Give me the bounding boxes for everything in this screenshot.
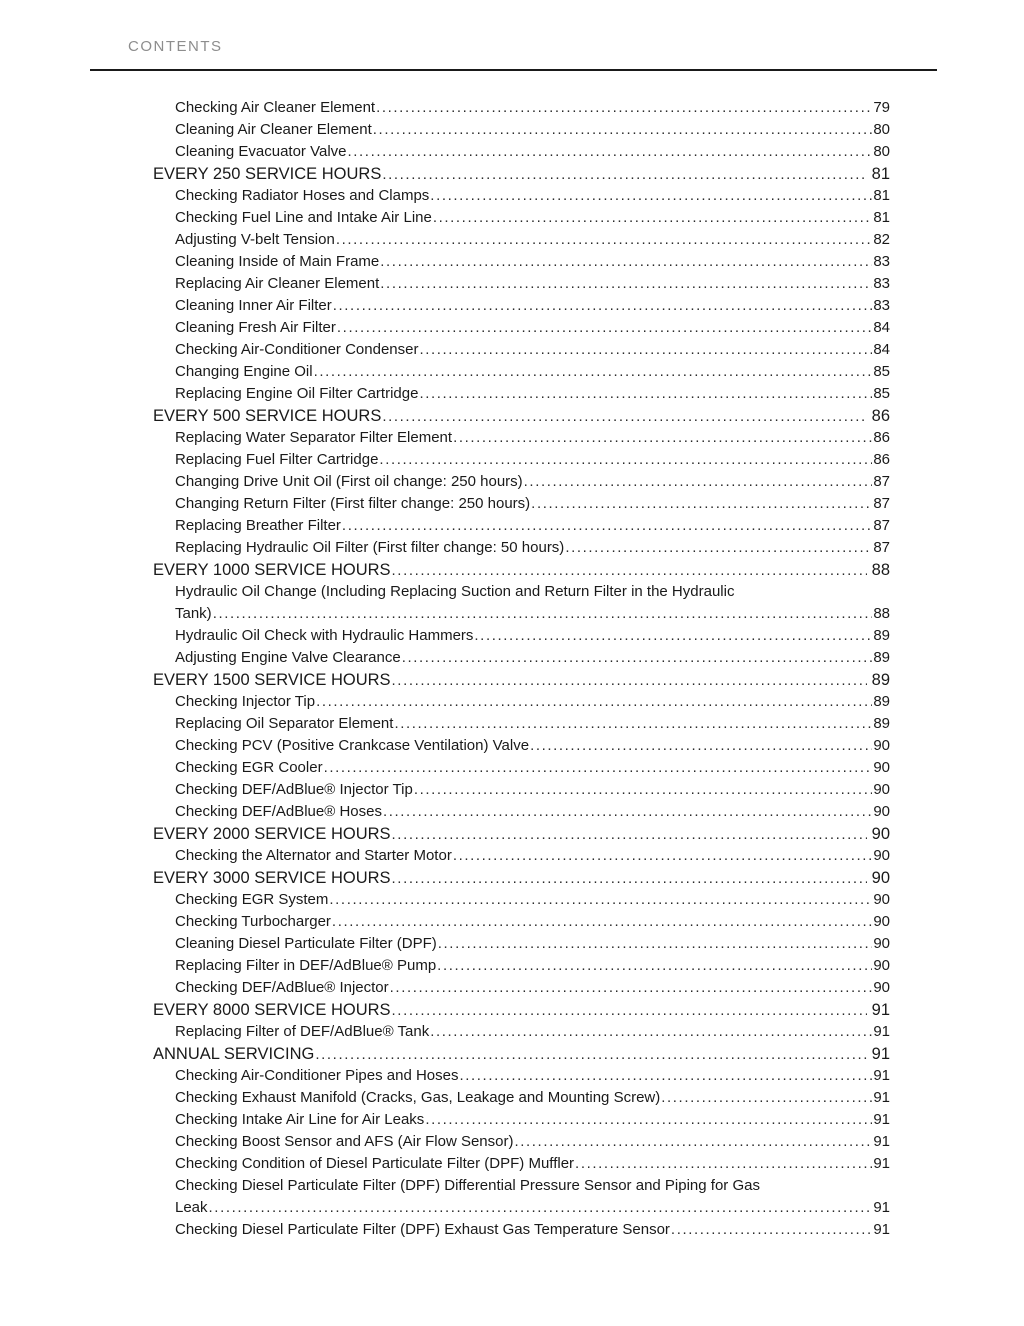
toc-entry [153, 1065, 890, 1087]
toc-entry-title: EVERY 250 SERVICE HOURS [153, 165, 382, 183]
toc-entry [153, 867, 890, 889]
toc-entry-page: 91 [873, 1221, 890, 1238]
toc-entry-title: Changing Drive Unit Oil (First oil change: 250 hours) [175, 473, 523, 490]
toc-entry-page: 88 [873, 605, 890, 622]
toc-entry [153, 537, 890, 559]
toc-entry [153, 361, 890, 383]
dot-leader [376, 97, 872, 119]
dot-leader [336, 229, 872, 251]
toc-entry-page: 89 [873, 649, 890, 666]
toc-entry [153, 229, 890, 251]
toc-entry-title: Checking Air-Conditioner Condenser [175, 341, 419, 358]
toc-entry [153, 889, 890, 911]
toc-entry-page: 90 [873, 847, 890, 864]
toc-entry [153, 471, 890, 493]
dot-leader [209, 1197, 873, 1219]
toc-entry [153, 405, 890, 427]
toc-entry [153, 1043, 890, 1065]
toc-entry-page: 91 [873, 1089, 890, 1106]
toc-entry-page: 84 [873, 341, 890, 358]
toc-entry [153, 559, 890, 581]
toc-entry-title: Checking EGR Cooler [175, 759, 323, 776]
toc-entry [153, 691, 890, 713]
toc-entry [153, 1131, 890, 1153]
dot-leader [316, 691, 872, 713]
toc-entry [153, 273, 890, 295]
dot-leader [392, 824, 867, 846]
toc-entry-page: 90 [873, 913, 890, 930]
dot-leader [382, 406, 866, 428]
toc-entry-page: 86 [873, 451, 890, 468]
toc-entry-page: 89 [871, 671, 890, 689]
toc-entry-page: 87 [873, 473, 890, 490]
toc-entry-title: Checking Turbocharger [175, 913, 331, 930]
toc-entry-page: 90 [871, 825, 890, 843]
toc-entry [153, 603, 890, 625]
dot-leader [402, 647, 873, 669]
toc-entry-page: 87 [873, 495, 890, 512]
toc-entry-page: 84 [873, 319, 890, 336]
dot-leader [382, 164, 866, 186]
toc-entry-title: Replacing Breather Filter [175, 517, 341, 534]
toc-entry-title: Changing Engine Oil [175, 363, 313, 380]
toc-entry-page: 89 [873, 627, 890, 644]
toc-entry-page: 79 [873, 99, 890, 116]
toc-entry [153, 999, 890, 1021]
dot-leader [671, 1219, 872, 1241]
toc-entry-title: Changing Return Filter (First filter change: 250 hours) [175, 495, 531, 512]
toc-entry [153, 845, 890, 867]
toc-entry-page: 87 [873, 517, 890, 534]
toc-entry [153, 251, 890, 273]
dot-leader [438, 933, 873, 955]
toc-entry [153, 955, 890, 977]
toc-entry-title: Adjusting Engine Valve Clearance [175, 649, 401, 666]
toc-entry [153, 141, 890, 163]
header-rule [90, 69, 937, 71]
dot-leader [437, 955, 872, 977]
dot-leader [332, 911, 872, 933]
dot-leader [314, 361, 873, 383]
toc-entry [153, 1197, 890, 1219]
dot-leader [433, 207, 872, 229]
toc-entry-page: 83 [873, 275, 890, 292]
dot-leader [324, 757, 873, 779]
toc-entry-page: 81 [873, 209, 890, 226]
dot-leader [453, 845, 873, 867]
toc-entry-title: EVERY 8000 SERVICE HOURS [153, 1001, 391, 1019]
dot-leader [430, 1021, 872, 1043]
toc-entry [153, 317, 890, 339]
dot-leader [474, 625, 872, 647]
toc-entry-title: Checking Diesel Particulate Filter (DPF) Differential Pressure Sensor and Piping for Gas [175, 1177, 760, 1194]
toc-entry-title: Cleaning Air Cleaner Element [175, 121, 372, 138]
dot-leader [524, 471, 873, 493]
dot-leader [383, 801, 872, 823]
toc-entry-page: 90 [873, 979, 890, 996]
dot-leader [329, 889, 872, 911]
toc-entry-page: 80 [873, 143, 890, 160]
dot-leader [348, 141, 873, 163]
toc-entry [153, 911, 890, 933]
toc-entry-title: Hydraulic Oil Check with Hydraulic Hammers [175, 627, 474, 644]
toc-entry-title: Checking Fuel Line and Intake Air Line [175, 209, 432, 226]
toc-entry-title: EVERY 500 SERVICE HOURS [153, 407, 382, 425]
toc-entry-page: 90 [873, 737, 890, 754]
toc-entry-title: Cleaning Diesel Particulate Filter (DPF) [175, 935, 437, 952]
dot-leader [373, 119, 873, 141]
toc-entry-title: Checking Air-Conditioner Pipes and Hoses [175, 1067, 459, 1084]
toc-entry-page: 90 [873, 803, 890, 820]
toc-entry-page: 88 [871, 561, 890, 579]
toc-entry-page: 91 [873, 1023, 890, 1040]
toc-entry [153, 933, 890, 955]
toc-entry-page: 91 [873, 1067, 890, 1084]
toc-entry [153, 779, 890, 801]
dot-leader [430, 185, 872, 207]
toc-entry [153, 1219, 890, 1241]
toc-entry-page: 81 [871, 165, 890, 183]
toc-entry-page: 81 [873, 187, 890, 204]
toc-entry-page: 90 [873, 759, 890, 776]
toc-entry-page: 82 [873, 231, 890, 248]
dot-leader [425, 1109, 872, 1131]
dot-leader [575, 1153, 872, 1175]
toc-entry-title: Checking Injector Tip [175, 693, 316, 710]
dot-leader [392, 868, 867, 890]
toc-entry [153, 427, 890, 449]
dot-leader [337, 317, 872, 339]
toc-entry-page: 90 [873, 957, 890, 974]
toc-entry [153, 581, 890, 603]
toc-entry-title: Checking PCV (Positive Crankcase Ventilation) Valve [175, 737, 530, 754]
toc-entry-page: 83 [873, 253, 890, 270]
toc-entry [153, 713, 890, 735]
toc-entry [153, 449, 890, 471]
toc-entry-page: 91 [871, 1045, 890, 1063]
dot-leader [392, 560, 867, 582]
dot-leader [459, 1065, 872, 1087]
dot-leader [342, 515, 872, 537]
toc-entry-title: EVERY 3000 SERVICE HOURS [153, 869, 391, 887]
toc-entry [153, 1021, 890, 1043]
toc-entry-title: Checking Boost Sensor and AFS (Air Flow Sensor) [175, 1133, 514, 1150]
toc-entry [153, 735, 890, 757]
dot-leader [530, 735, 872, 757]
toc-entry-page: 91 [871, 1001, 890, 1019]
toc-entry [153, 1087, 890, 1109]
toc-entry-page: 85 [873, 363, 890, 380]
toc-entry-title: Cleaning Fresh Air Filter [175, 319, 336, 336]
running-header: CONTENTS [128, 38, 223, 55]
toc-entry-title: EVERY 1500 SERVICE HOURS [153, 671, 391, 689]
toc-entry-title: Checking DEF/AdBlue® Hoses [175, 803, 382, 820]
toc-entry [153, 97, 890, 119]
toc-entry-page: 90 [871, 869, 890, 887]
toc-entry [153, 163, 890, 185]
toc-entry-title: Replacing Engine Oil Filter Cartridge [175, 385, 419, 402]
dot-leader [333, 295, 873, 317]
dot-leader [379, 449, 872, 471]
toc-entry [153, 207, 890, 229]
toc-entry-title: Cleaning Inside of Main Frame [175, 253, 380, 270]
toc-entry-title: Replacing Fuel Filter Cartridge [175, 451, 379, 468]
toc-entry-page: 91 [873, 1111, 890, 1128]
toc-entry-page: 90 [873, 935, 890, 952]
toc-entry-page: 85 [873, 385, 890, 402]
toc-entry-title: Replacing Air Cleaner Element [175, 275, 380, 292]
toc-entry-page: 91 [873, 1133, 890, 1150]
toc-entry-page: 89 [873, 693, 890, 710]
toc-entry-title: Cleaning Inner Air Filter [175, 297, 332, 314]
toc-entry-title: Hydraulic Oil Change (Including Replacing Suction and Return Filter in the Hydraulic [175, 583, 735, 600]
toc-entry [153, 801, 890, 823]
toc-entry-page: 80 [873, 121, 890, 138]
toc-entry-page: 91 [873, 1199, 890, 1216]
toc-entry [153, 625, 890, 647]
toc-entry [153, 977, 890, 999]
toc-list [153, 97, 890, 1241]
dot-leader [419, 339, 872, 361]
toc-entry-title: Checking DEF/AdBlue® Injector [175, 979, 389, 996]
toc-entry-title: Replacing Filter in DEF/AdBlue® Pump [175, 957, 437, 974]
toc-entry-title: Leak [175, 1199, 208, 1216]
dot-leader [213, 603, 873, 625]
toc-entry [153, 823, 890, 845]
toc-entry [153, 339, 890, 361]
toc-entry-title: Checking Condition of Diesel Particulate Filter (DPF) Muffler [175, 1155, 575, 1172]
dot-leader [390, 977, 873, 999]
dot-leader [661, 1087, 872, 1109]
dot-leader [380, 251, 872, 273]
dot-leader [565, 537, 872, 559]
toc-entry-title: Checking Exhaust Manifold (Cracks, Gas, Leakage and Mounting Screw) [175, 1089, 661, 1106]
toc-entry-title: Checking EGR System [175, 891, 329, 908]
toc-entry-page: 89 [873, 715, 890, 732]
dot-leader [392, 670, 867, 692]
toc-entry-page: 90 [873, 891, 890, 908]
dot-leader [414, 779, 872, 801]
toc-entry-title: Checking the Alternator and Starter Motor [175, 847, 452, 864]
toc-entry-page: 86 [871, 407, 890, 425]
toc-entry [153, 1109, 890, 1131]
dot-leader [531, 493, 872, 515]
toc-entry [153, 493, 890, 515]
dot-leader [392, 1000, 867, 1022]
dot-leader [315, 1044, 866, 1066]
toc-entry [153, 757, 890, 779]
toc-entry [153, 669, 890, 691]
toc-entry [153, 1175, 890, 1197]
toc-entry-title: Tank) [175, 605, 212, 622]
dot-leader [453, 427, 872, 449]
toc-entry-page: 90 [873, 781, 890, 798]
toc-entry-title: Replacing Water Separator Filter Element [175, 429, 453, 446]
toc-entry-title: Checking Air Cleaner Element [175, 99, 376, 116]
toc-entry [153, 647, 890, 669]
toc-entry-title: Checking DEF/AdBlue® Injector Tip [175, 781, 413, 798]
dot-leader [394, 713, 872, 735]
toc-entry-page: 87 [873, 539, 890, 556]
toc-entry-title: EVERY 2000 SERVICE HOURS [153, 825, 391, 843]
toc-entry-title: Adjusting V-belt Tension [175, 231, 335, 248]
dot-leader [514, 1131, 872, 1153]
dot-leader [419, 383, 872, 405]
toc-entry-title: ANNUAL SERVICING [153, 1045, 315, 1063]
toc-entry-title: EVERY 1000 SERVICE HOURS [153, 561, 391, 579]
toc-entry [153, 1153, 890, 1175]
toc-entry [153, 295, 890, 317]
toc-entry-title: Checking Diesel Particulate Filter (DPF) Exhaust Gas Temperature Sensor [175, 1221, 670, 1238]
toc-entry-title: Replacing Oil Separator Element [175, 715, 394, 732]
toc-entry-page: 86 [873, 429, 890, 446]
toc-entry [153, 515, 890, 537]
toc-entry [153, 185, 890, 207]
toc-entry-page: 83 [873, 297, 890, 314]
toc-entry-title: Checking Intake Air Line for Air Leaks [175, 1111, 425, 1128]
toc-entry [153, 383, 890, 405]
dot-leader [380, 273, 872, 295]
toc-entry-title: Replacing Filter of DEF/AdBlue® Tank [175, 1023, 430, 1040]
toc-entry-page: 91 [873, 1155, 890, 1172]
toc-entry-title: Cleaning Evacuator Valve [175, 143, 347, 160]
toc-entry-title: Checking Radiator Hoses and Clamps [175, 187, 430, 204]
toc-entry-title: Replacing Hydraulic Oil Filter (First filter change: 50 hours) [175, 539, 565, 556]
toc-entry [153, 119, 890, 141]
